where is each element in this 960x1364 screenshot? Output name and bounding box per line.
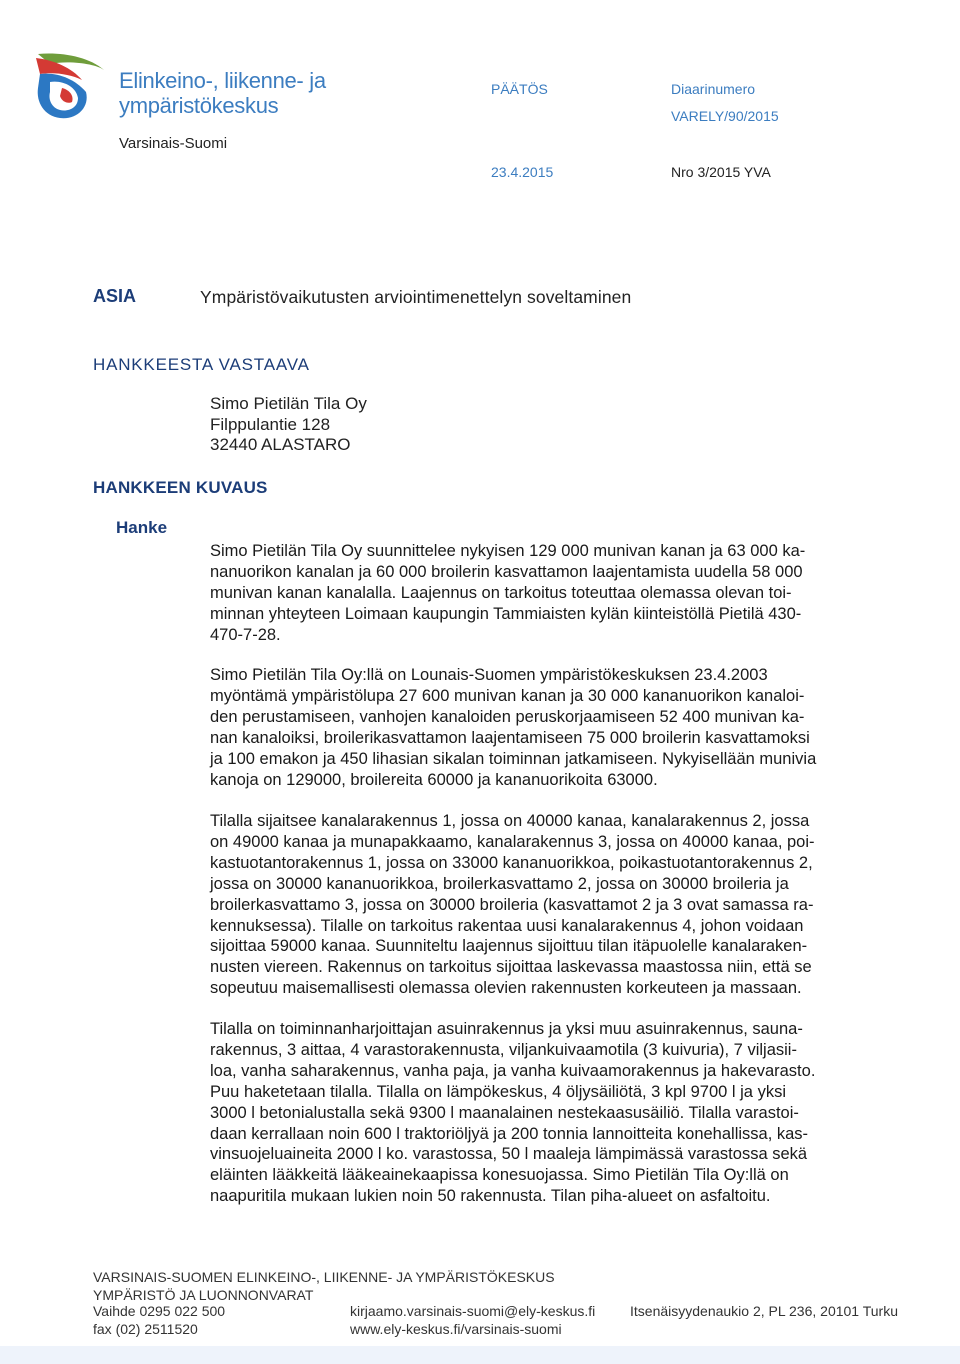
- text-line: Simo Pietilän Tila Oy suunnittelee nykyisen 129 000 munivan kanan ja 63 000 ka-: [210, 542, 806, 560]
- text-line: nan kanaloiksi, broilerikasvattamon laajentamiseen 75 000 broilerin kasvattamoksi: [210, 728, 810, 747]
- text-line: sijoittaa 59000 kanaa. Suunniteltu laajennus sijoittuu tilan itäpuolelle kanalaraken-: [210, 937, 808, 956]
- ely-centre-logo: [30, 46, 110, 126]
- subject-label: ASIA: [93, 286, 137, 306]
- bottom-band: [0, 1346, 960, 1364]
- paragraph-4: [210, 1019, 890, 1207]
- text-line: jossa on 30000 kananuorikkoa, broilerkasvattamo 2, jossa on 30000 broileria ja: [210, 874, 789, 893]
- text-line: loa, vanha saharakennus, vanha paja, ja vanha kuivaamorakennus ja hakevarasto.: [210, 1061, 816, 1080]
- responsible-address: [210, 394, 367, 456]
- text-line: on 49000 kanaa ja munapakkaamo, kanalarakennus 3, jossa on 40000 kanaa, poi-: [210, 832, 815, 851]
- decision-number: Nro 3/2015 YVA: [671, 164, 771, 180]
- footer-phone: Vaihde 0295 022 500: [93, 1303, 226, 1319]
- text-line: rakennus, 3 aittaa, 4 varastorakennusta, viljankuivaamotila (3 kuivuria), 7 viljasii-: [210, 1040, 797, 1059]
- text-line: broilerkasvattamo 3, jossa on 30000 broileria (kasvattamot 2 ja 3 ovat samassa ra-: [210, 895, 814, 914]
- region-name: Varsinais-Suomi: [119, 135, 228, 152]
- description-heading: HANKKEEN KUVAUS: [93, 478, 268, 497]
- responsible-heading: HANKKEESTA VASTAAVA: [93, 355, 310, 374]
- text-line: minnan yhteyteen Loimaan kaupungin Tammiaisten kylän kiinteistöllä Pietilä 430-: [210, 604, 802, 623]
- project-subheading: Hanke: [116, 518, 168, 537]
- text-line: kanoja on 129000, broilereita 60000 ja kananuorikoita 63000.: [210, 770, 658, 789]
- paragraph-1: [210, 541, 890, 646]
- address-line: Simo Pietilän Tila Oy: [210, 394, 367, 413]
- diary-label: Diaarinumero: [671, 81, 756, 97]
- footer-website[interactable]: www.ely-keskus.fi/varsinais-suomi: [350, 1321, 562, 1337]
- text-line: sopeutuu maisemallisesti olemassa olevien rakennusten korkeuteen ja massaan.: [210, 979, 802, 998]
- document-date: 23.4.2015: [491, 164, 554, 180]
- text-line: Puu haketetaan tilalla. Tilalla on lämpökeskus, 4 öljysäiliötä, 3 kpl 9700 l ja yksi: [210, 1082, 786, 1101]
- text-line: Simo Pietilän Tila Oy:llä on Lounais-Suomen ympäristökeskuksen 23.4.2003: [210, 666, 768, 684]
- text-line: ja 100 emakon ja 450 lihasian sikalan toiminnan jatkamiseen. Nykyisellään munivia: [210, 749, 817, 768]
- text-line: eläinten lääkkeitä lääkeainekaapissa konesuojassa. Simo Pietilän Tila Oy:llä on: [210, 1166, 789, 1185]
- text-line: kennuksessa). Tilalle on tarkoitus rakentaa uusi kanalarakennus 4, johon voidaan: [210, 916, 804, 935]
- text-line: munivan kanan kanalalla. Laajennus on tarkoitus toteuttaa olemassa olevan toi-: [210, 583, 792, 602]
- organization-name: [119, 68, 326, 118]
- text-line: Tilalla sijaitsee kanalarakennus 1, jossa on 40000 kanaa, kanalarakennus 2, jossa: [210, 812, 810, 830]
- text-line: 3000 l betonialustalla sekä 9300 l maanalainen nestekaasusäiliö. Tilalla varastoi-: [210, 1103, 799, 1122]
- text-line: nanuorikon kanalan ja 60 000 broilerin kasvattamon laajentamista uudella 58 000: [210, 562, 803, 581]
- footer-address: Itsenäisyydenaukio 2, PL 236, 20101 Turku: [630, 1303, 898, 1319]
- address-line: 32440 ALASTARO: [210, 435, 351, 454]
- footer-org-name: VARSINAIS-SUOMEN ELINKEINO-, LIIKENNE- JA YMPÄRISTÖKESKUS: [93, 1269, 555, 1285]
- text-line: daan kerrallaan noin 600 l traktoriöljyä ja 200 tonnia lannoitteita konehallissa, kas-: [210, 1124, 809, 1143]
- text-line: myöntämä ympäristölupa 27 600 munivan kanan ja 30 000 kananuorikon kanaloi-: [210, 686, 805, 705]
- org-line-2: ympäristökeskus: [119, 93, 279, 118]
- text-line: naapuritila mukaan lukien noin 50 rakennusta. Tilan piha-alueet on asfaltoitu.: [210, 1187, 771, 1206]
- diary-number: VARELY/90/2015: [671, 108, 779, 124]
- text-line: kastuotantorakennus 1, jossa on 33000 kananuorikkoa, poikastuotantorakennus 2,: [210, 853, 813, 872]
- footer-fax: fax (02) 2511520: [93, 1321, 198, 1337]
- address-line: Filppulantie 128: [210, 414, 331, 434]
- document-type: PÄÄTÖS: [491, 81, 548, 97]
- text-line: den perustamiseen, vanhojen kanaloiden peruskorjaamiseen 52 400 munivan ka-: [210, 707, 805, 726]
- text-line: nusten viereen. Rakennus on tarkoitus sijoittaa laskevassa maastossa niin, että se: [210, 958, 812, 977]
- text-line: 470-7-28.: [210, 625, 281, 644]
- text-line: Tilalla on toiminnanharjoittajan asuinrakennus ja yksi muu asuinrakennus, sauna-: [210, 1020, 803, 1038]
- subject-text: Ympäristövaikutusten arviointimenettelyn soveltaminen: [200, 287, 632, 307]
- paragraph-2: [210, 665, 890, 790]
- org-line-1: Elinkeino-, liikenne- ja: [119, 68, 326, 93]
- footer-unit-name: YMPÄRISTÖ JA LUONNONVARAT: [93, 1287, 314, 1303]
- paragraph-3: [210, 811, 890, 999]
- text-line: vinsuojeluaineita 2000 l ko. varastossa, 50 l maaleja lämpimässä varastossa sekä: [210, 1145, 808, 1164]
- footer-email[interactable]: kirjaamo.varsinais-suomi@ely-keskus.fi: [350, 1303, 596, 1319]
